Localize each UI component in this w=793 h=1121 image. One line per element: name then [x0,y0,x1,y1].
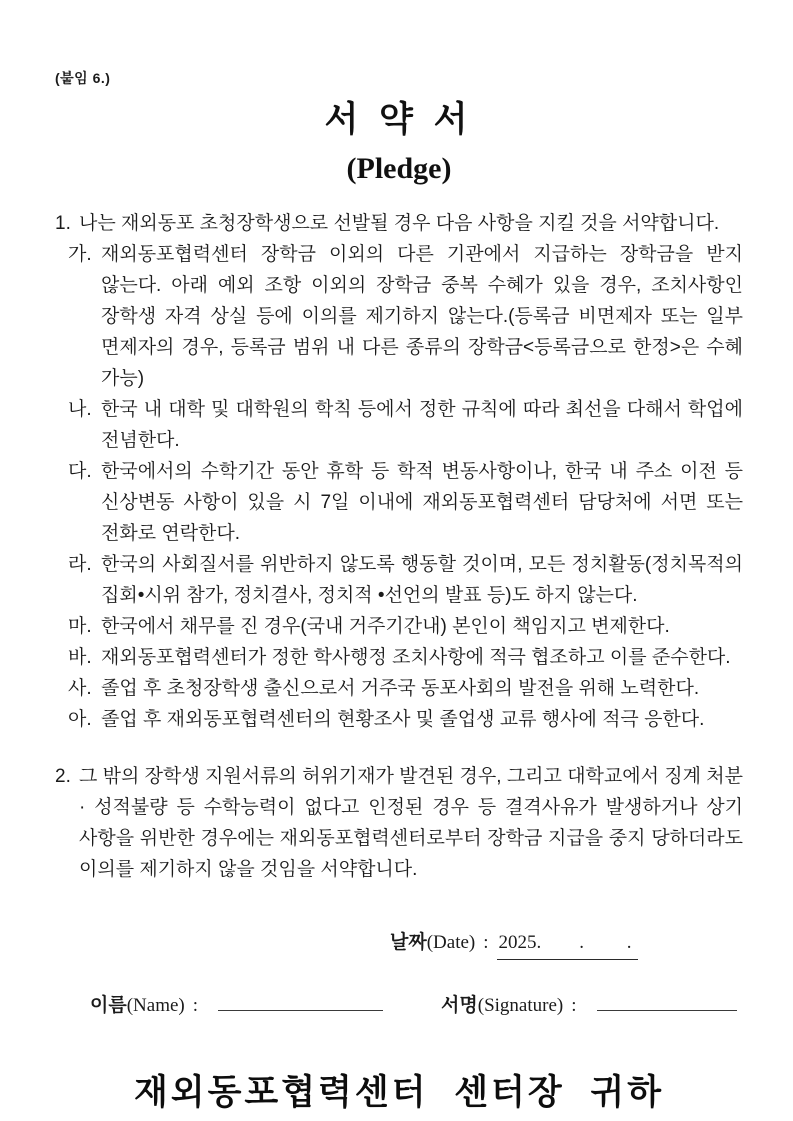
name-label-en: (Name) [126,995,185,1016]
pledge-subitem-na [68,394,743,456]
subitem-text: 한국에서 채무를 진 경우(국내 거주기간내) 본인이 책임지고 변제한다. [101,616,670,637]
pledge-subitem-da [68,456,743,549]
date-colon: : [483,932,489,953]
subitem-text: 한국 내 대학 및 대학원의 학칙 등에서 정한 규칙에 따라 최선을 다해서 학업에 전념한다. [101,399,743,451]
subitem-text: 한국에서의 수학기간 동안 휴학 등 학적 변동사항이나, 한국 내 주소 이전 등 신상변동 사항이 있을 시 7일 이내에 재외동포협력센터 담당처에 서면 또는 전화로 연락한다. [101,461,743,544]
item-number: 1. [55,213,71,234]
subitem-text: 졸업 후 재외동포협력센터의 현황조사 및 졸업생 교류 행사에 적극 응한다. [101,709,705,730]
pledge-body [55,208,743,885]
date-line [390,927,743,960]
subitem-marker: 라. [68,554,92,575]
subitem-text: 재외동포협력센터가 정한 학사행정 조치사항에 적극 협조하고 이를 준수한다. [101,647,731,668]
pledge-subitem-ba [68,642,743,673]
name-colon: : [192,995,199,1016]
subitem-marker: 가. [68,244,92,265]
name-signature-line [90,990,743,1021]
subitem-marker: 아. [68,709,92,730]
pledge-item-2 [55,761,743,885]
signature-group [441,990,736,1021]
footer-recipient: 재외동포협력센터 센터장 귀하 [133,1073,665,1112]
subitem-marker: 바. [68,647,92,668]
date-label-en: (Date) [426,932,476,953]
pledge-subitem-ra [68,549,743,611]
pledge-subitem-sa [68,673,743,704]
name-label-ko: 이름 [90,995,127,1016]
signature-label-en: (Signature) [477,995,564,1016]
document-title: 서 약 서 [324,100,474,139]
document-subtitle: (Pledge) [346,152,452,185]
subitem-marker: 나. [68,399,92,420]
subitem-marker: 마. [68,616,92,637]
attachment-label: (붙임 6.) [55,70,111,86]
pledge-subitem-ma [68,611,743,642]
name-blank-line [218,991,383,1011]
signature-colon: : [571,995,577,1016]
item-number: 2. [55,766,71,787]
item-text: 그 밖의 장학생 지원서류의 허위기재가 발견된 경우, 그리고 대학교에서 징계 처분 · 성적불량 등 수학능력이 없다고 인정된 경우 등 결격사유가 발생하거나 상기 사항을 위반한 경우에는 재외동포협력센터로부터 장학금 지급을 중지 당하더라도 이의를 제기하지 않을 것임을 서약합니다. [79,766,743,880]
pledge-subitem-list [68,239,743,735]
pledge-subitem-a [68,704,743,735]
subitem-text: 한국의 사회질서를 위반하지 않도록 행동할 것이며, 모든 정치활동(정치목적의 집회•시위 참가, 정치결사, 정치적 •선언의 발표 등)도 하지 않는다. [101,554,743,606]
signature-blank-line [597,991,737,1011]
pledge-item-1 [55,208,743,239]
date-label-ko: 날짜 [390,932,427,953]
subitem-text: 졸업 후 초청장학생 출신으로서 거주국 동포사회의 발전을 위해 노력한다. [101,678,700,699]
subitem-text: 재외동포협력센터 장학금 이외의 다른 기관에서 지급하는 장학금을 받지 않는다. 아래 예외 조항 이외의 장학금 중복 수혜가 있을 경우, 조치사항인 장학생 자격 상실 등에 이의를 제기하지 않는다.(등록금 비면제자 또는 일부 면제자의 경우, 등록금 범위 내 다른 종류의 장학금<등록금으로 한정>은 수혜 가능) [101,244,743,389]
pledge-subitem-ga [68,239,743,394]
signature-label-ko: 서명 [441,995,478,1016]
subitem-marker: 다. [68,461,92,482]
date-value: 2025. . . [497,927,638,960]
item-text: 나는 재외동포 초청장학생으로 선발될 경우 다음 사항을 지킬 것을 서약합니다. [79,213,720,234]
subitem-marker: 사. [68,678,92,699]
